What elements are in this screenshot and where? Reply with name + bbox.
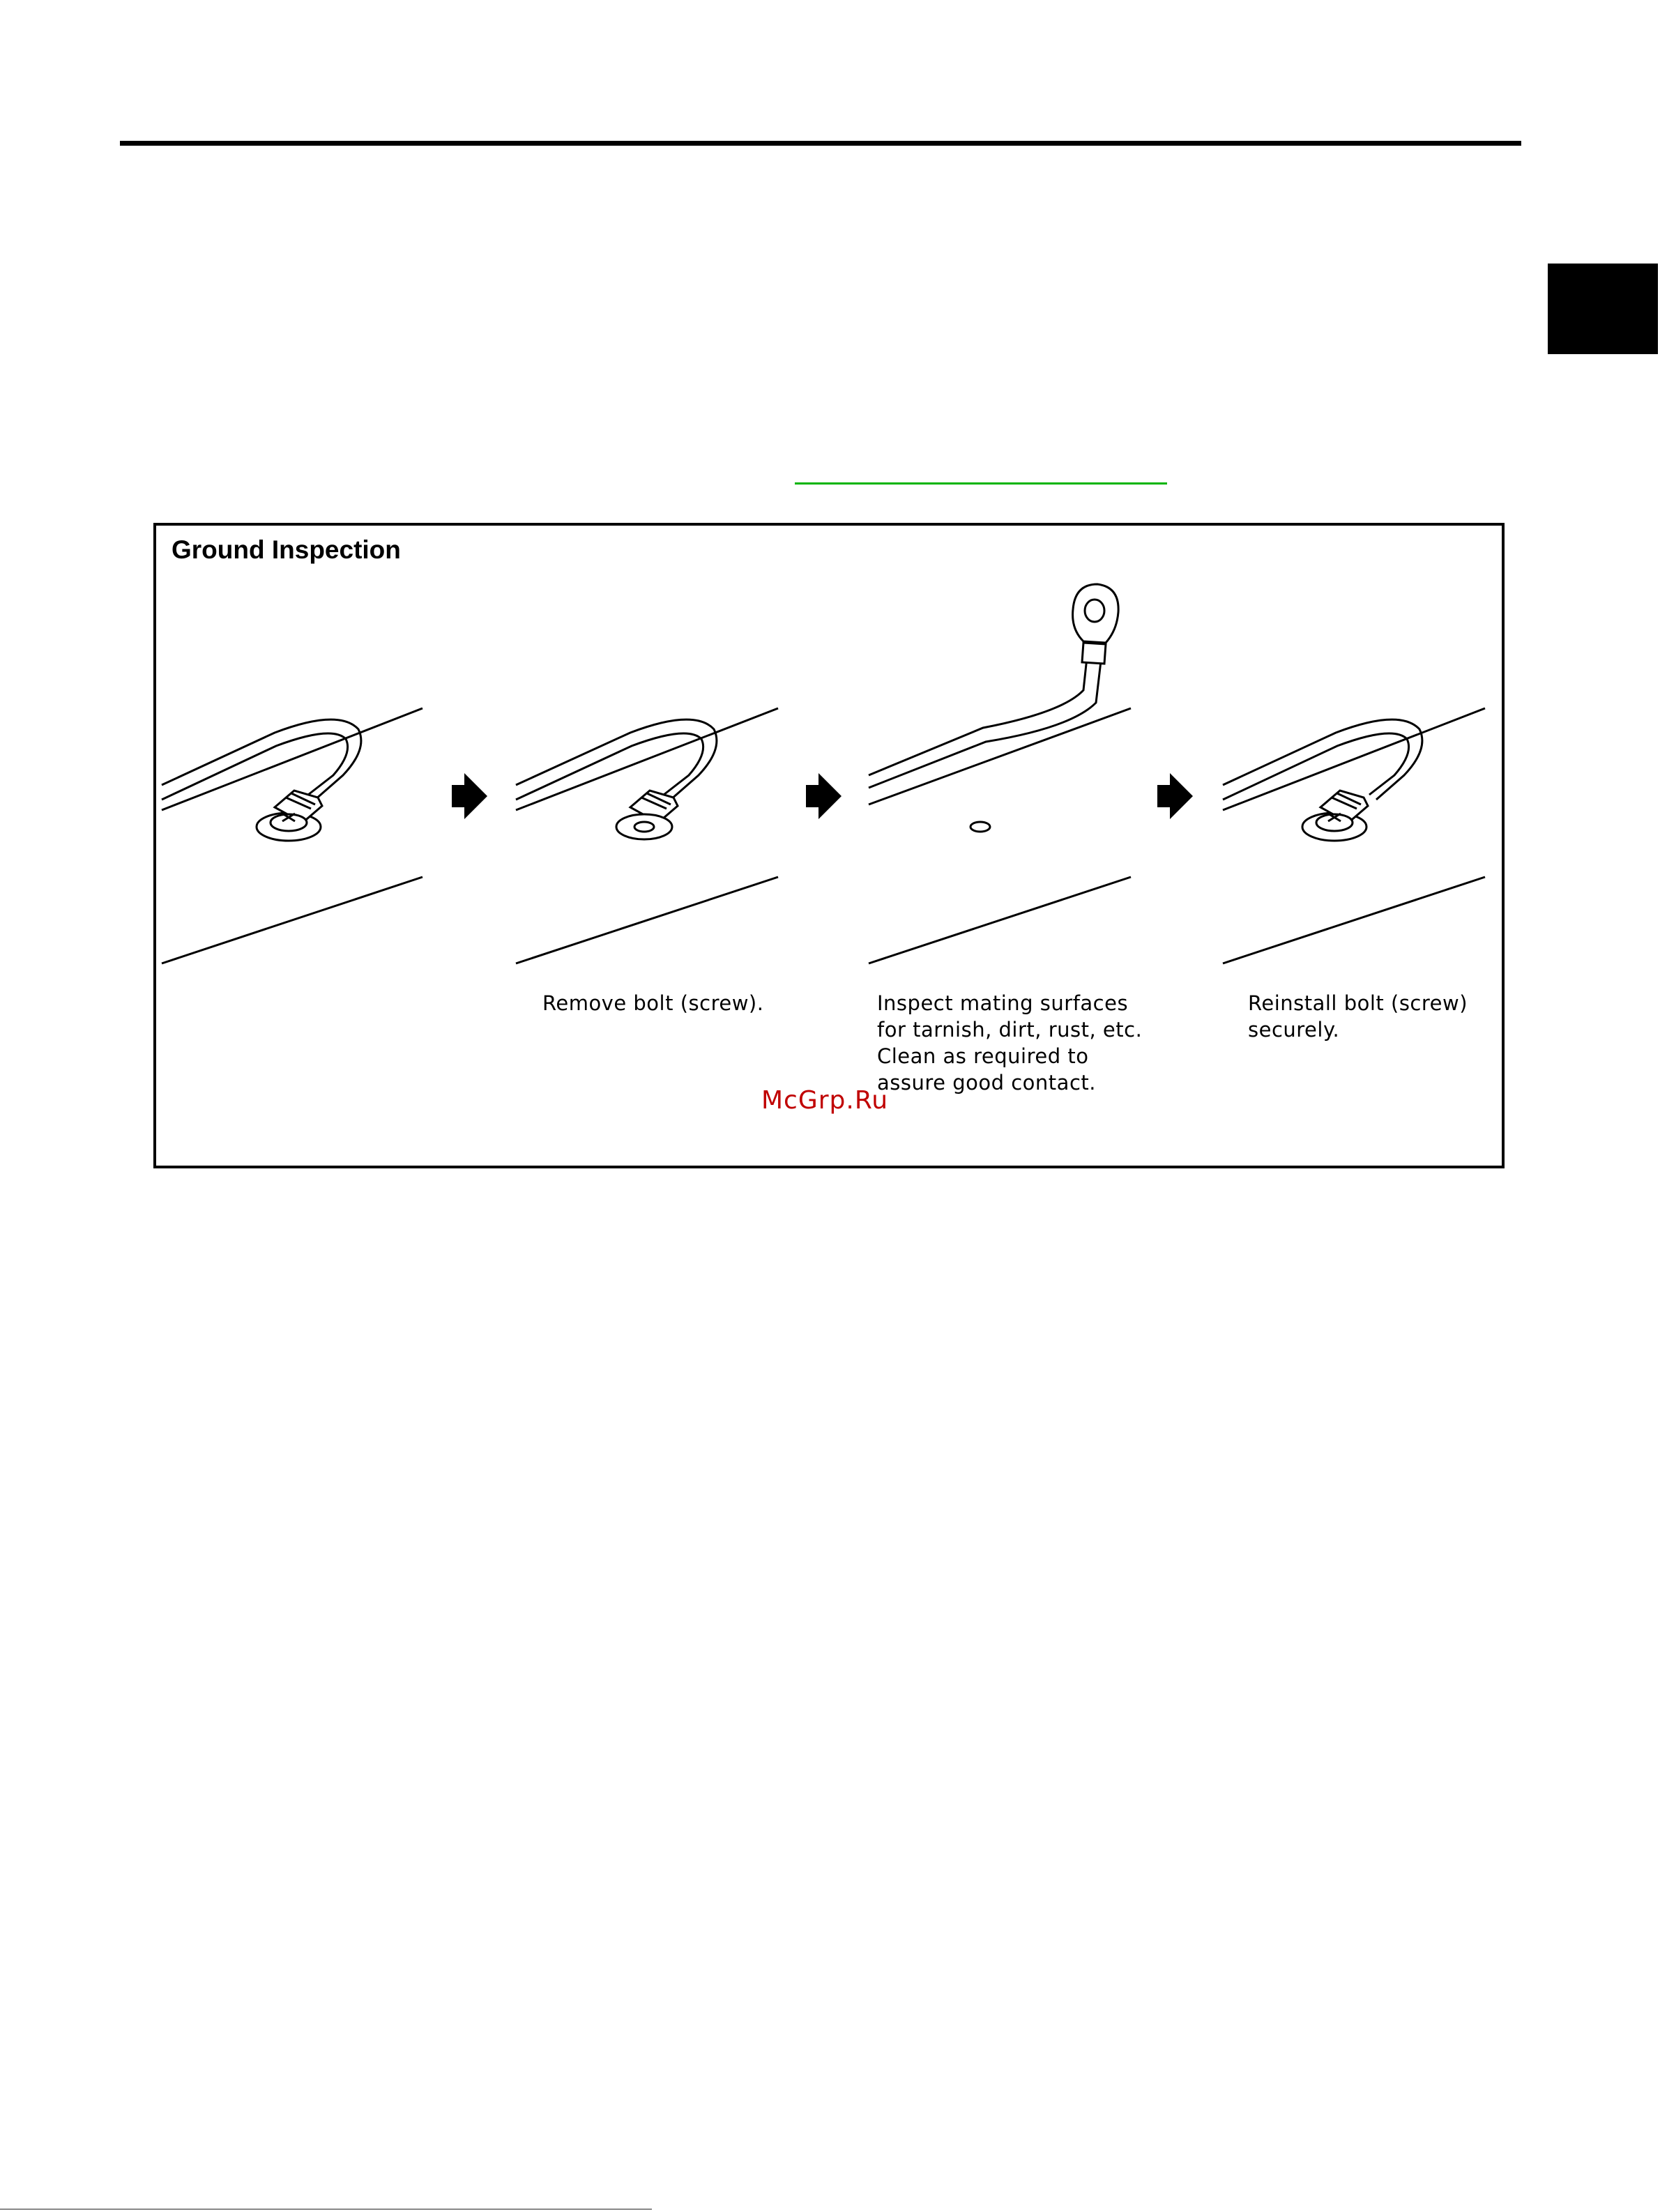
bolted-ground-cable-icon bbox=[162, 708, 422, 963]
right-arrow-icon bbox=[806, 773, 842, 819]
link-underline[interactable] bbox=[795, 482, 1167, 485]
ground-inspection-figure bbox=[153, 523, 1505, 1168]
right-arrow-icon bbox=[452, 773, 487, 819]
footer-rule bbox=[0, 2209, 652, 2210]
figure-illustration bbox=[156, 526, 1502, 1166]
caption-reinstall-bolt: Reinstall bolt (screw) securely. bbox=[1248, 991, 1468, 1042]
bolted-ground-cable-icon bbox=[1223, 708, 1485, 963]
lifted-terminal-icon bbox=[869, 584, 1131, 963]
figure-title: Ground Inspection bbox=[172, 535, 401, 564]
caption-inspect-surfaces: Inspect mating surfaces for tarnish, dirt, rust, etc. Clean as required to assure good contact. bbox=[877, 991, 1143, 1094]
caption-remove-bolt: Remove bolt (screw). bbox=[542, 991, 764, 1015]
header-rule bbox=[120, 141, 1521, 146]
watermark: McGrp.Ru bbox=[761, 1086, 889, 1115]
cable-terminal-icon bbox=[516, 708, 778, 963]
right-arrow-icon bbox=[1157, 773, 1193, 819]
section-tab bbox=[1548, 264, 1658, 354]
